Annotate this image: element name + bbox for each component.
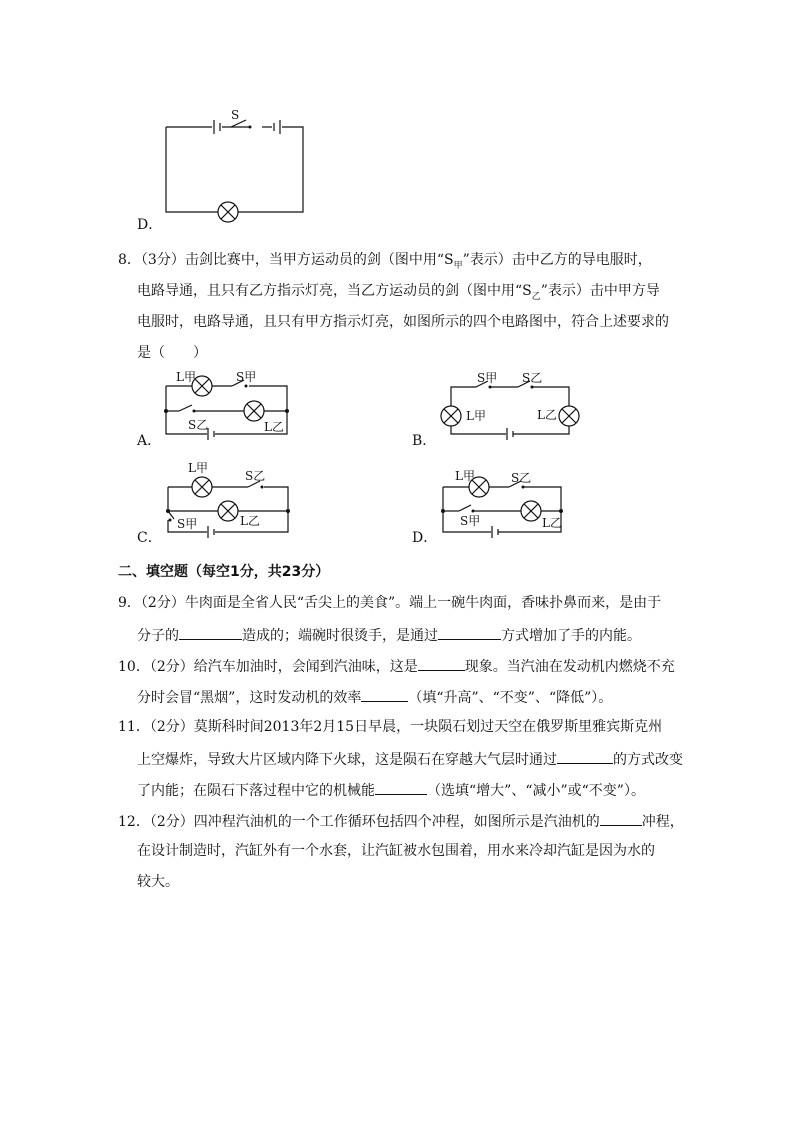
q12-blank-1[interactable] — [600, 811, 642, 826]
q9-line-1: 9．（2分）牛肉面是全省人民“舌尖上的美食”。端上一碗牛肉面，香味扑鼻而来，是由于 — [118, 595, 662, 611]
q8d-label-l-yi: L乙 — [542, 516, 562, 530]
q10-line-1a: 10．（2分）给汽车加油时，会闻到汽油味，这是 — [118, 659, 418, 675]
q11-line-2a: 上空爆炸，导致大片区域内降下火球，这是陨石在穿越大气层时通过 — [137, 752, 557, 768]
q7-option-d-label: D． — [137, 217, 163, 233]
q9-line-2c: 方式增加了手的内能。 — [501, 628, 641, 644]
q8-option-d-label: D． — [412, 530, 438, 546]
section-2-title: 二、填空题（每空1分，共23分） — [118, 564, 330, 580]
q8d-lamp-yi — [521, 501, 541, 521]
q8d-node-left — [441, 509, 445, 513]
q8-option-b-label: B． — [412, 433, 437, 449]
q8-sub-yi: 乙 — [531, 291, 541, 302]
q9-blank-1[interactable] — [179, 625, 242, 640]
q8-option-a-label: A． — [137, 433, 162, 449]
q8c-label-l-yi: L乙 — [240, 514, 260, 528]
q9-line-2b: 造成的；端碗时很烫手，是通过 — [242, 628, 438, 644]
q10-blank-2[interactable] — [361, 687, 408, 702]
q8c-label-s-jia: S甲 — [177, 517, 198, 531]
q7-switch-label: S — [231, 108, 240, 122]
q11-line-2 — [137, 749, 683, 769]
q12-line-1 — [118, 811, 684, 831]
q12-line-3: 较大。 — [137, 874, 179, 890]
q8-line-2-start: 电路导通，且只有乙方指示灯亮，当乙方运动员的剑（图中用“S — [137, 283, 532, 299]
q8-line-4: 是（ ） — [137, 345, 207, 361]
q11-line-3b: （选填“增大”、“减小”或“不变”）。 — [427, 783, 645, 799]
q10-line-2b: （填“升高”、“不变”、“降低”）。 — [408, 690, 613, 706]
q11-blank-2[interactable] — [375, 780, 427, 795]
q8a-label-l-yi: L乙 — [264, 420, 284, 434]
q10-line-1b: 现象。当汽油在发动机内燃烧不充 — [464, 659, 675, 675]
q8a-label-s-yi: S乙 — [188, 418, 209, 432]
q8d-node-right — [559, 509, 563, 513]
q10-line-2 — [137, 687, 612, 707]
q8-line-1-end: ”表示）击中乙方的导电服时， — [462, 252, 652, 268]
q8b-label-l-jia: L甲 — [466, 409, 486, 423]
q8-line-1-start: 8．（3分）击剑比赛中，当甲方运动员的剑（图中用“S — [118, 252, 454, 268]
q8d-battery — [492, 526, 498, 538]
q8a-label-s-jia: S甲 — [236, 370, 257, 384]
q8-option-c-label: C． — [137, 530, 162, 546]
q8c-label-l-jia: L甲 — [188, 461, 208, 475]
q12-line-1b: 冲程， — [641, 814, 684, 830]
q12-line-1a: 12．（2分）四冲程汽油机的一个工作循环包括四个冲程，如图所示是汽油机的 — [118, 814, 600, 830]
q12-line-2: 在设计制造时，汽缸外有一个水套，让汽缸被水包围着，用水来冷却汽缸是因为水的 — [137, 843, 655, 859]
q10-line-2a: 分时会冒“黑烟”，这时发动机的效率 — [137, 690, 362, 706]
q8-line-2-end: ”表示）击中甲方导 — [540, 283, 660, 299]
q8d-switch-jia — [459, 505, 475, 513]
q11-line-1: 11．（2分）莫斯科时间2013年2月15日早晨，一块陨石划过天空在俄罗斯里雅宾斯克州 — [118, 719, 663, 735]
q11-line-3 — [137, 780, 645, 800]
q8d-label-s-jia: S甲 — [460, 514, 481, 528]
q8-sub-jia: 甲 — [453, 260, 463, 271]
q8d-label-l-jia: L甲 — [455, 469, 475, 483]
q8b-label-l-yi: L乙 — [537, 408, 557, 422]
q8b-label-s-yi: S乙 — [522, 371, 543, 385]
q9-line-2a: 分子的 — [137, 628, 179, 644]
q11-blank-1[interactable] — [557, 749, 613, 764]
q8a-label-l-jia: L甲 — [176, 370, 196, 384]
q11-line-3a: 了内能；在陨石下落过程中它的机械能 — [137, 783, 375, 799]
q8d-label-s-yi: S乙 — [511, 471, 532, 485]
q9-blank-2[interactable] — [438, 625, 501, 640]
q8-line-3: 电服时，电路导通，且只有甲方指示灯亮，如图所示的四个电路图中，符合上述要求的 — [137, 314, 669, 330]
q10-line-1 — [118, 656, 675, 676]
q9-line-2 — [137, 625, 641, 645]
q8b-label-s-jia: S甲 — [477, 371, 498, 385]
q10-blank-1[interactable] — [418, 656, 465, 671]
q11-line-2b: 的方式改变 — [613, 752, 683, 768]
q8c-label-s-yi: S乙 — [245, 469, 266, 483]
